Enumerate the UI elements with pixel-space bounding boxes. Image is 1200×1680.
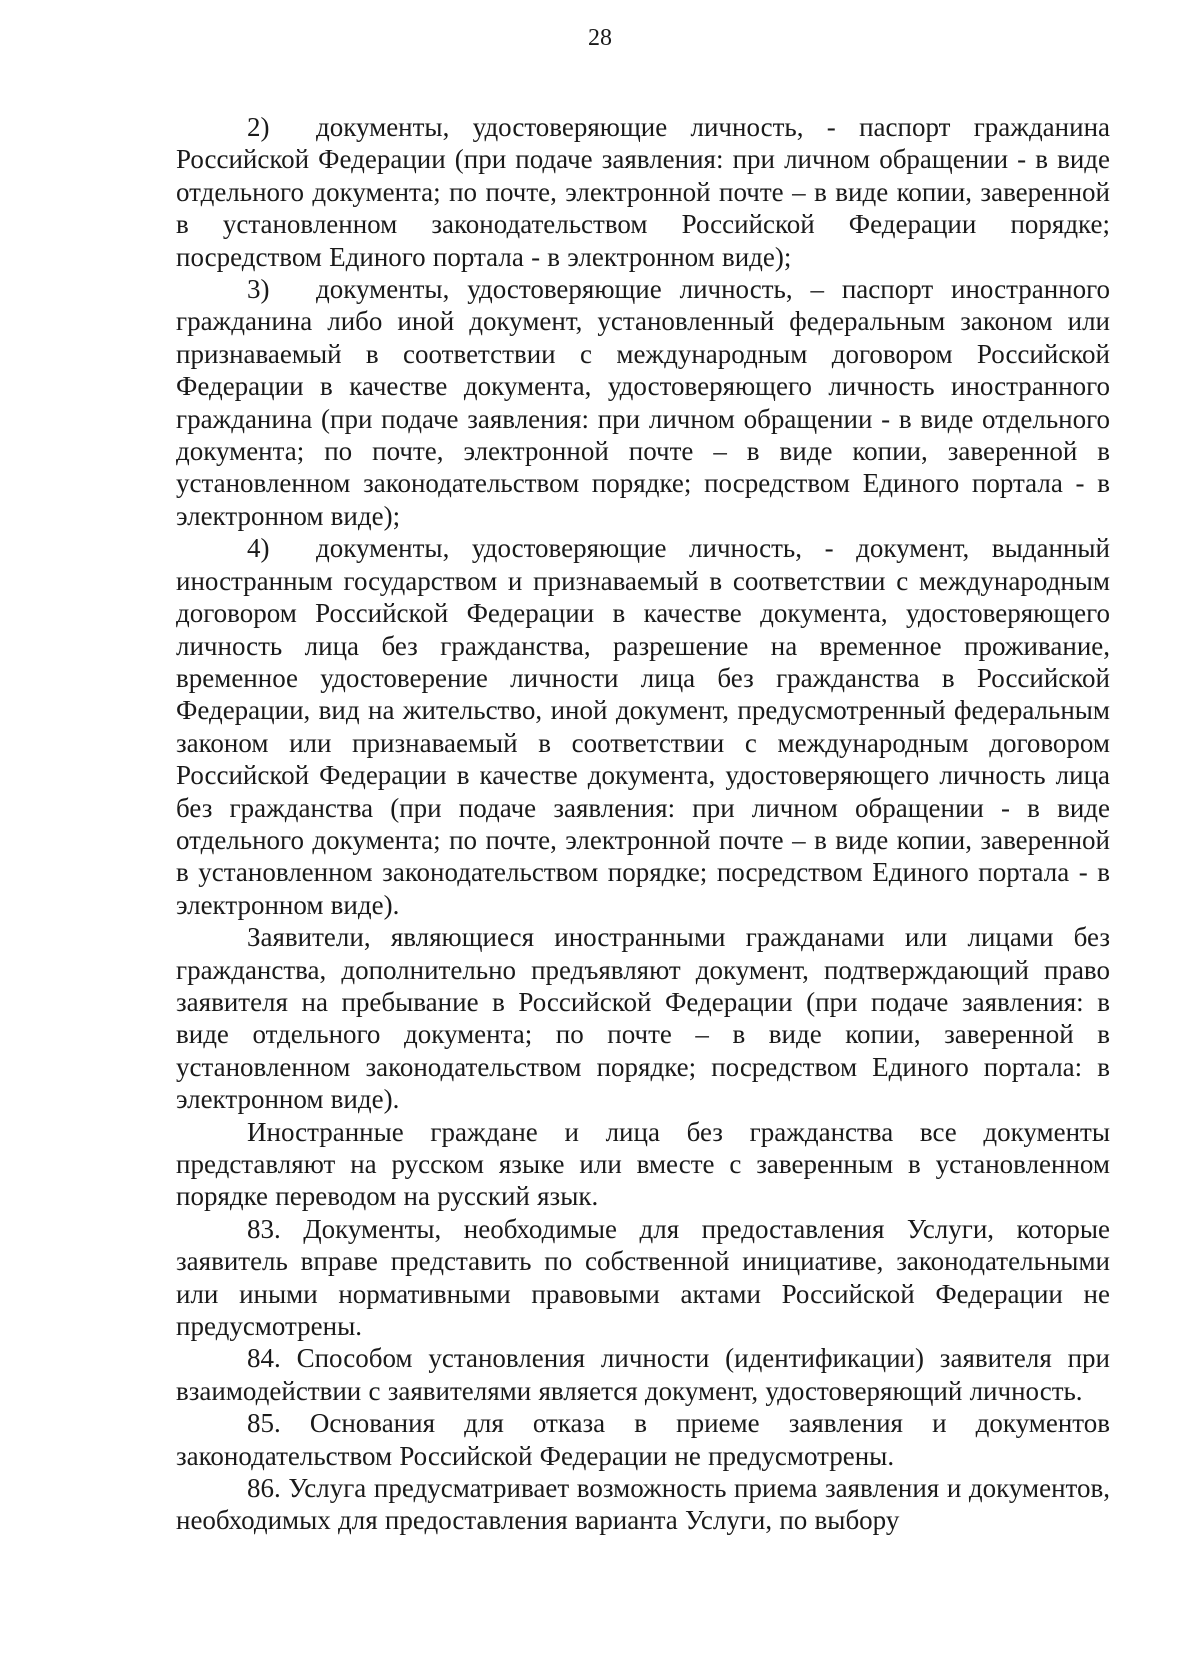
paragraph-86: 86. Услуга предусматривает возможность приема заявления и документов, необходимых для предоставления варианта Услуги, по выбору (176, 1473, 1110, 1536)
list-marker: 2) (247, 112, 270, 142)
document-body (176, 111, 1110, 1537)
paragraph-foreign-applicants: Заявители, являющиеся иностранными гражданами или лицами без гражданства, дополнительно предъявляют документ, подтверждающий право заявителя на пребывание в Российской Федерации (при подаче заявления: в виде отдельного документа; по почте – в виде копии, заверенной в установленном законодательством порядке; посредством Единого портала: в электронном виде). (176, 922, 1110, 1115)
paragraph-text: документы, удостоверяющие личность, - паспорт гражданина Российской Федерации (при подаче заявления: при личном обращении - в виде отдельного документа; по почте, электронной почте – в виде копии, заверенной в установленном законодательством Российской Федерации порядке; посредством Единого портала - в электронном виде); (176, 112, 1110, 272)
paragraph-85: 85. Основания для отказа в приеме заявления и документов законодательством Российской Федерации не предусмотрены. (176, 1408, 1110, 1471)
paragraph-item-4 (176, 532, 1110, 921)
paragraph-83: 83. Документы, необходимые для предоставления Услуги, которые заявитель вправе представить по собственной инициативе, законодательными или иными нормативными правовыми актами Российской Федерации не предусмотрены. (176, 1213, 1110, 1342)
page-number: 28 (588, 25, 612, 51)
paragraph-item-3 (176, 273, 1110, 532)
paragraph-text: документы, удостоверяющие личность, - документ, выданный иностранным государством и признаваемый в соответствии с международным договором Российской Федерации в качестве документа, удостоверяющего личность лица без гражданства, разрешение на временное проживание, временное удостоверение личности лица без гражданства в Российской Федерации, вид на жительство, иной документ, предусмотренный федеральным законом или признаваемый в соответствии с международным договором Российской Федерации в качестве документа, удостоверяющего личность лица без гражданства (при подаче заявления: при личном обращении - в виде отдельного документа; по почте, электронной почте – в виде копии, заверенной в установленном законодательством порядке; посредством Единого портала - в электронном виде). (176, 533, 1110, 920)
list-marker: 4) (247, 533, 270, 564)
paragraph-translation: Иностранные граждане и лица без гражданства все документы представляют на русском языке или вместе с заверенным в установленном порядке переводом на русский язык. (176, 1116, 1110, 1212)
paragraph-84: 84. Способом установления личности (идентификации) заявителя при взаимодействии с заявителями является документ, удостоверяющий личность. (176, 1343, 1110, 1406)
list-marker: 3) (247, 274, 270, 305)
paragraph-item-2 (176, 111, 1110, 273)
paragraph-text: документы, удостоверяющие личность, – паспорт иностранного гражданина либо иной документ, установленный федеральным законом или признаваемый в соответствии с международным договором Российской Федерации в качестве документа, удостоверяющего личность иностранного гражданина (при подаче заявления: при личном обращении - в виде отдельного документа; по почте, электронной почте – в виде копии, заверенной в установленном законодательством порядке; посредством Единого портала - в электронном виде); (176, 274, 1110, 531)
